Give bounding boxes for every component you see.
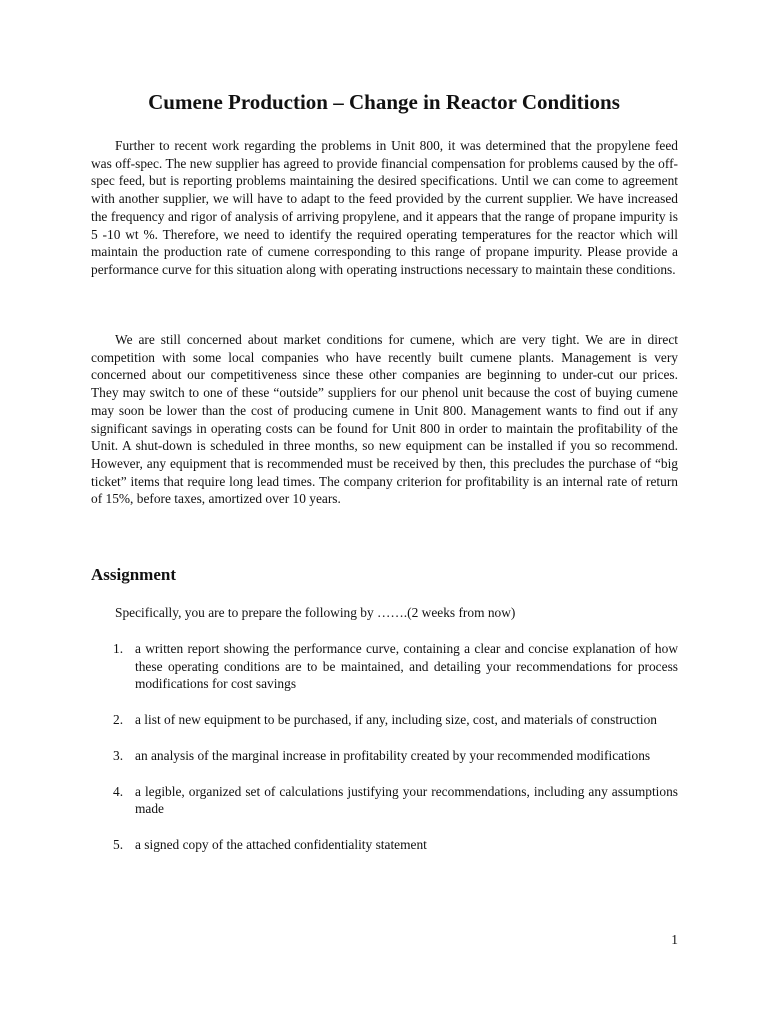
list-item-text: a legible, organized set of calculations justifying your recommendations, including any assumptions made (135, 783, 678, 817)
list-item-text: a signed copy of the attached confidentiality statement (135, 836, 427, 852)
list-item-number: 5. (113, 836, 124, 852)
assignment-list (91, 640, 678, 872)
assignment-intro: Specifically, you are to prepare the following by …….(2 weeks from now) (115, 605, 516, 620)
list-item-number: 1. (113, 641, 124, 656)
list-item-text: a list of new equipment to be purchased, if any, including size, cost, and materials of construction (135, 712, 657, 728)
list-item (91, 747, 678, 765)
list-item-text: a written report showing the performance curve, containing a clear and concise explanation of how these operating conditions are to be maintained, and detailing your recommendations for process modifications for cost savings (135, 641, 678, 692)
list-item-text: an analysis of the marginal increase in profitability created by your recommended modifications (135, 747, 651, 763)
assignment-heading: Assignment (91, 565, 177, 584)
list-item-number: 3. (113, 747, 124, 763)
list-item (91, 640, 678, 693)
list-item-number: 4. (113, 783, 124, 799)
list-item (91, 836, 678, 854)
page-number: 1 (671, 932, 678, 947)
page-title: Cumene Production – Change in Reactor Conditions (148, 90, 620, 114)
list-item-number: 2. (113, 712, 124, 728)
list-item (91, 783, 678, 818)
body-paragraph-2: We are still concerned about market conditions for cumene, which are very tight. We are in direct competition with some local companies who have recently built cumene plants. Management is very concerned about our competitiveness since these other companies are beginning to under-cut our prices. They may switch to one of these “outside” suppliers for our phenol unit because the cost of buying cumene may soon be lower than the cost of producing cumene in Unit 800. Management wants to find out if any significant savings in operating costs can be found for Unit 800 in order to maintain the profitability of the Unit. A shut-down is scheduled in three months, so new equipment can be installed if you so recommend. However, any equipment that is recommended must be received by then, this precludes the purchase of “big ticket” items that require long lead times. The company criterion for profitability is an internal rate of return of 15%, before taxes, amortized over 10 years. (91, 332, 678, 507)
list-item (91, 711, 678, 729)
body-paragraph-1: Further to recent work regarding the problems in Unit 800, it was determined that the propylene feed was off-spec. The new supplier has agreed to provide financial compensation for problems caused by the off-spec feed, but is reporting problems maintaining the desired specifications. Until we can come to agreement with another supplier, we will have to adapt to the feed provided by the current supplier. We have increased the frequency and rigor of analysis of arriving propylene, and it appears that the range of propane impurity is 5 -10 wt %. Therefore, we need to identify the required operating temperatures for the reactor which will maintain the production rate of cumene corresponding to this range of propane impurity. Please provide a performance curve for this situation along with operating instructions necessary to maintain these conditions. (91, 138, 678, 277)
